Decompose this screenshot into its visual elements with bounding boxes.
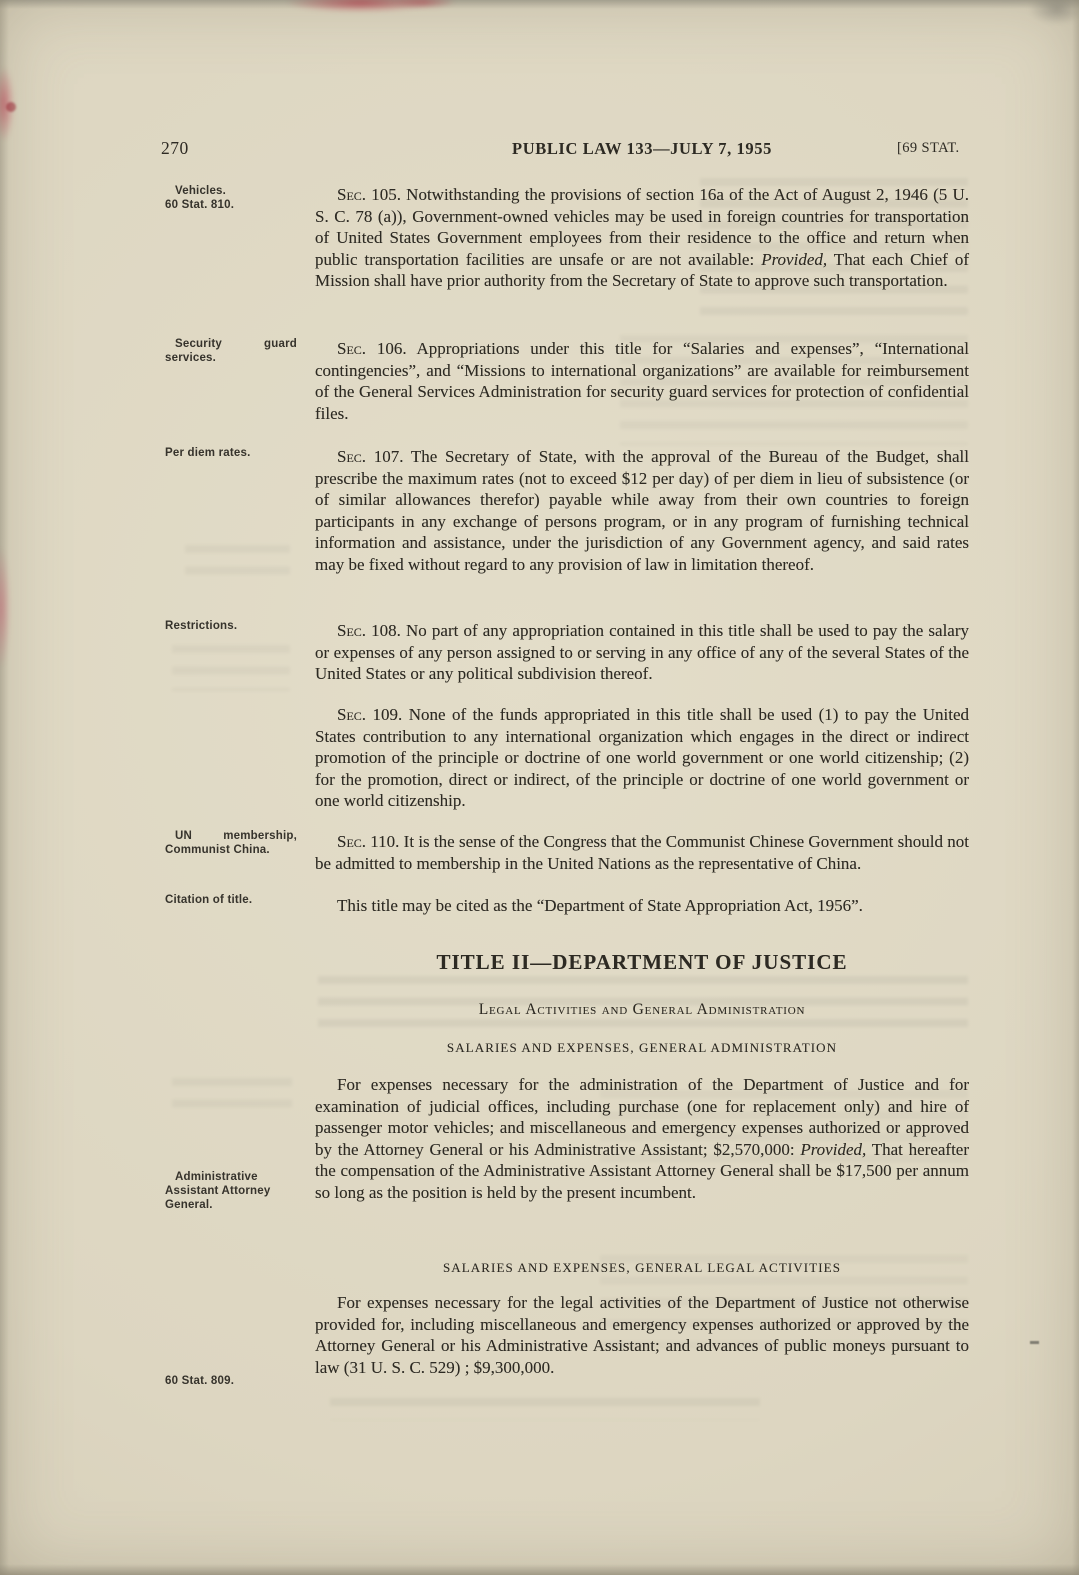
margin-note-line: General.: [165, 1199, 213, 1211]
margin-note: [165, 446, 297, 460]
body-paragraph: [315, 1292, 969, 1378]
margin-note: [165, 829, 297, 857]
body-paragraph: [315, 831, 969, 874]
text-run: 107. The Secretary of State, with the approval of the Bureau of the Budget, shall prescribe the maximum rates (not to exceed $12 per day) of per diem in lieu of subsistence (or of similar allowances therefor) payable while away from their own countries to foreign participants in any exchange of persons program, or in any program of furnishing technical information and assistance, under the jurisdiction of any Government agency, and said rates may be fixed without regard to any provision of law in limitation thereof.: [315, 447, 969, 574]
margin-note-line: Administrative: [175, 1171, 258, 1183]
margin-note: [165, 337, 297, 365]
body-paragraph: [315, 895, 969, 917]
text-run: 108. No part of any appropriation contained in this title shall be used to pay the salary or expenses of any person assigned to or serving in any office of any of the several States of the United States or any political subdivision thereof.: [315, 621, 969, 683]
body-paragraph: [315, 184, 969, 292]
text-run: 106. Appropriations under this title for “Salaries and expenses”, “International contingencies”, and “Missions to international organizations” are available for reimbursement of the General Services Administration for security guard services for protection of confidential files.: [315, 339, 969, 423]
margin-note-line: Assistant Attorney: [165, 1185, 271, 1197]
ink-dot-red-left: [6, 102, 16, 112]
body-paragraph: [315, 704, 969, 812]
body-paragraph: [315, 338, 969, 424]
margin-column: [165, 0, 297, 1575]
margin-note-line: Citation of title.: [165, 894, 253, 906]
section-number: Sec.: [337, 339, 367, 358]
text-run: 109. None of the funds appropriated in this title shall be used (1) to pay the United States contribution to any international organization which engages in the direct or indirect promotion of the principle or doctrine of one world government or one world citizenship; (2) for the promotion, direct or indirect, of the principle or doctrine of one world government or one world citizenship.: [315, 705, 969, 810]
section-number: Sec.: [337, 447, 367, 466]
margin-note-line: Restrictions.: [165, 620, 238, 632]
margin-note: [165, 893, 297, 907]
margin-note-line: Communist China.: [165, 844, 270, 856]
margin-note-line: Vehicles.: [175, 185, 227, 197]
scan-edge-left: [0, 0, 9, 1575]
margin-note-line: Security guard: [175, 338, 297, 350]
text-run: This title may be cited as the “Department of State Appropriation Act, 1956”.: [337, 896, 863, 915]
margin-note: [165, 1374, 297, 1388]
italic-run: Provided,: [761, 249, 828, 269]
margin-note-line: 60 Stat. 809.: [165, 1375, 235, 1387]
scan-edge-right: [1072, 0, 1079, 1575]
section-number: Sec.: [337, 621, 367, 640]
caption-heading: SALARIES AND EXPENSES, GENERAL ADMINISTRATION: [446, 1040, 838, 1055]
margin-note-line: Per diem rates.: [165, 447, 251, 459]
body-paragraph: [315, 1074, 969, 1203]
italic-run: Provided,: [800, 1139, 867, 1159]
margin-note: [165, 619, 297, 633]
dark-dash-bottom-right: [1030, 1341, 1039, 1344]
gray-smudge-top-right: [1026, 0, 1079, 26]
body-paragraph: [315, 446, 969, 575]
ink-smudge-red-left: [0, 66, 15, 142]
title-heading: TITLE II—DEPARTMENT OF JUSTICE: [436, 950, 848, 974]
text-run: That hereafter the compensation of the Administrative Assistant Attorney General shall be $17,500 per annum so long as the position is held by the present incumbent.: [315, 1139, 970, 1202]
section-number: Sec.: [337, 185, 367, 204]
statute-volume-ref: [69 STAT.: [897, 140, 960, 156]
body-paragraph: [315, 620, 969, 685]
ink-smudge-pink-left: [0, 546, 11, 670]
margin-note: [165, 184, 297, 212]
subtitle-heading: Legal Activities and General Administration: [478, 1001, 806, 1018]
margin-note-line: services.: [165, 352, 217, 364]
text-run: 110. It is the sense of the Congress that the Communist Chinese Government should not be admitted to membership in the United Nations as the representative of China.: [315, 832, 969, 873]
margin-note-line: 60 Stat. 810.: [165, 199, 235, 211]
text-run: For expenses necessary for the legal activities of the Department of Justice not otherwise provided for, including miscellaneous and emergency expenses authorized or approved by the Attorney General or his Administrative Assistant; and advances of public moneys pursuant to law (31 U. S. C. 529) ; $9,300,000.: [315, 1293, 969, 1377]
page-number: 270: [161, 138, 189, 158]
text-run: 105. Notwithstanding the provisions of section 16a of the Act of August 2, 1946 (5 U. S. C. 78 (a)), Government-owned vehicles may be used in foreign countries for transportation of United States Government employees from their residence to the office and return when public transportation facilities are unsafe or are not available:: [315, 185, 969, 269]
running-head-title: PUBLIC LAW 133—JULY 7, 1955: [512, 139, 772, 158]
section-number: Sec.: [337, 832, 367, 851]
body-column: [315, 0, 969, 1575]
margin-note-line: UN membership,: [175, 830, 297, 842]
margin-note: [165, 1170, 297, 1212]
text-run: That each Chief of Mission shall have prior authority from the Secretary of State to approve such transportation.: [315, 249, 969, 290]
section-number: Sec.: [337, 705, 367, 724]
caption-heading: SALARIES AND EXPENSES, GENERAL LEGAL ACTIVITIES: [442, 1260, 842, 1275]
text-run: For expenses necessary for the administration of the Department of Justice and for examination of judicial offices, including purchase (one for replacement only) and hire of passenger motor vehicles; and miscellaneous and emergency expenses authorized or approved by the Attorney General or his Administrative Assistant; $2,570,000:: [315, 1075, 969, 1159]
